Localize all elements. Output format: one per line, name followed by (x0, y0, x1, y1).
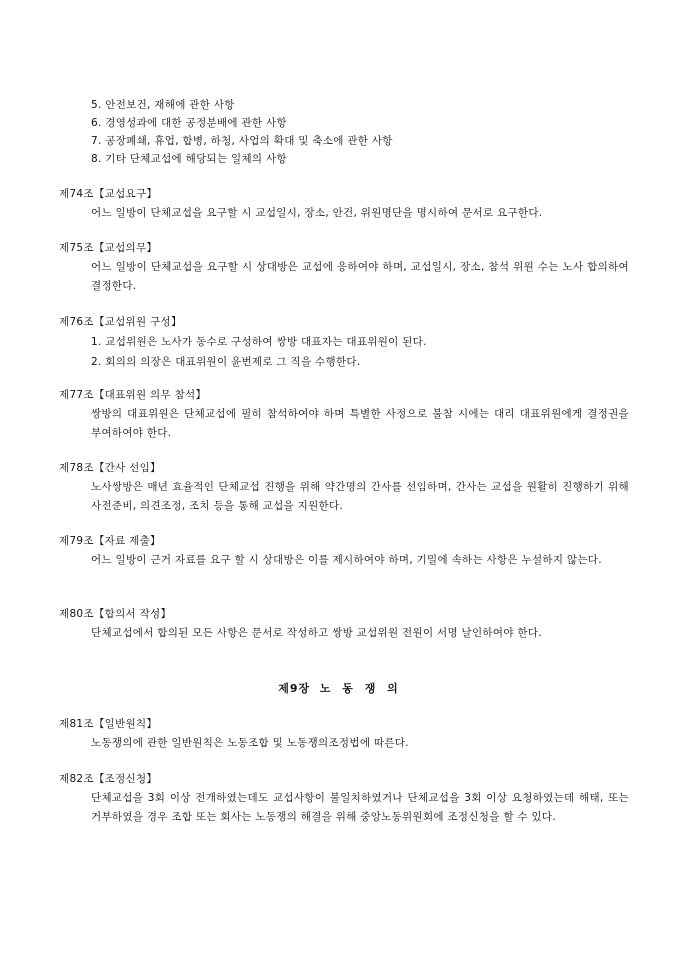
article-title: 제74조【교섭요구】 (59, 188, 158, 200)
article-81 (59, 714, 629, 753)
article-title: 제79조【자료 제출】 (59, 535, 161, 547)
list-item: 2. 회의의 의장은 대표위원이 윤번제로 그 직을 수행한다. (91, 356, 361, 368)
chapter-number: 제9장 (278, 682, 311, 695)
article-body: 어느 일방이 근거 자료를 요구 할 시 상대방은 이를 제시하여야 하며, 기밀에 속하는 사항은 누설하지 않는다. (91, 554, 602, 566)
article-80 (59, 604, 629, 643)
article-75 (59, 238, 629, 296)
article-body: 어느 일방이 단체교섭을 요구할 시 교섭일시, 장소, 안건, 위원명단을 명시하여 문서로 요구한다. (91, 207, 543, 219)
article-body: 어느 일방이 단체교섭을 요구할 시 상대방은 교섭에 응하여야 하며, 교섭일시, 장소, 참석 위원 수는 노사 합의하여 결정한다. (91, 261, 629, 292)
article-title: 제75조【교섭의무】 (59, 242, 158, 254)
list-item: 1. 교섭위원은 노사가 동수로 구성하여 쌍방 대표자는 대표위원이 된다. (91, 336, 427, 348)
article-78 (59, 458, 629, 516)
article-body: 단체교섭에서 합의된 모든 사항은 문서로 작성하고 쌍방 교섭위원 전원이 서명 날인하여야 한다. (91, 627, 542, 639)
article-title: 제78조【간사 선임】 (59, 462, 161, 474)
article-body: 노동쟁의에 관한 일반원칙은 노동조합 및 노동쟁의조정법에 따른다. (91, 737, 409, 749)
article-title: 제76조【교섭위원 구성】 (59, 316, 182, 328)
chapter-heading (0, 680, 680, 696)
list-item: 8. 기타 단체교섭에 해당되는 일체의 사항 (91, 153, 287, 165)
article-77 (59, 385, 629, 443)
article-82 (59, 769, 629, 827)
list-item: 7. 공장폐쇄, 휴업, 합병, 하청, 사업의 확대 및 축소에 관한 사항 (91, 135, 393, 147)
article-title: 제80조【합의서 작성】 (59, 608, 172, 620)
article-title: 제82조【조정신청】 (59, 773, 158, 785)
article-body: 쌍방의 대표위원은 단체교섭에 필히 참석하여야 하며 특별한 사정으로 불참 시에는 대리 대표위원에게 결정권을 부여하여야 한다. (91, 408, 629, 439)
article-74 (59, 184, 629, 223)
article-body: 단체교섭을 3회 이상 전개하였는데도 교섭사항이 불일치하였거나 단체교섭을 3회 이상 요청하였는데 해태, 또는 거부하였을 경우 조합 또는 회사는 노동쟁의 해결을 위해 중앙노동위원회에 조정신청을 할 수 있다. (91, 792, 629, 823)
chapter-title: 노 동 쟁 의 (319, 682, 402, 695)
article-79 (59, 531, 629, 570)
list-item: 6. 경영성과에 대한 공정분배에 관한 사항 (91, 117, 287, 129)
article-title: 제77조【대표위원 의무 참석】 (59, 389, 207, 401)
top-list (91, 96, 393, 168)
list-item: 5. 안전보건, 재해에 관한 사항 (91, 99, 235, 111)
article-76 (59, 312, 629, 372)
article-title: 제81조【일반원칙】 (59, 718, 158, 730)
article-body: 노사쌍방은 매년 효율적인 단체교섭 진행을 위해 약간명의 간사를 선임하며, 간사는 교섭을 원활히 진행하기 위해 사전준비, 의견조정, 조치 등을 통해 교섭을 지원한다. (91, 481, 629, 512)
